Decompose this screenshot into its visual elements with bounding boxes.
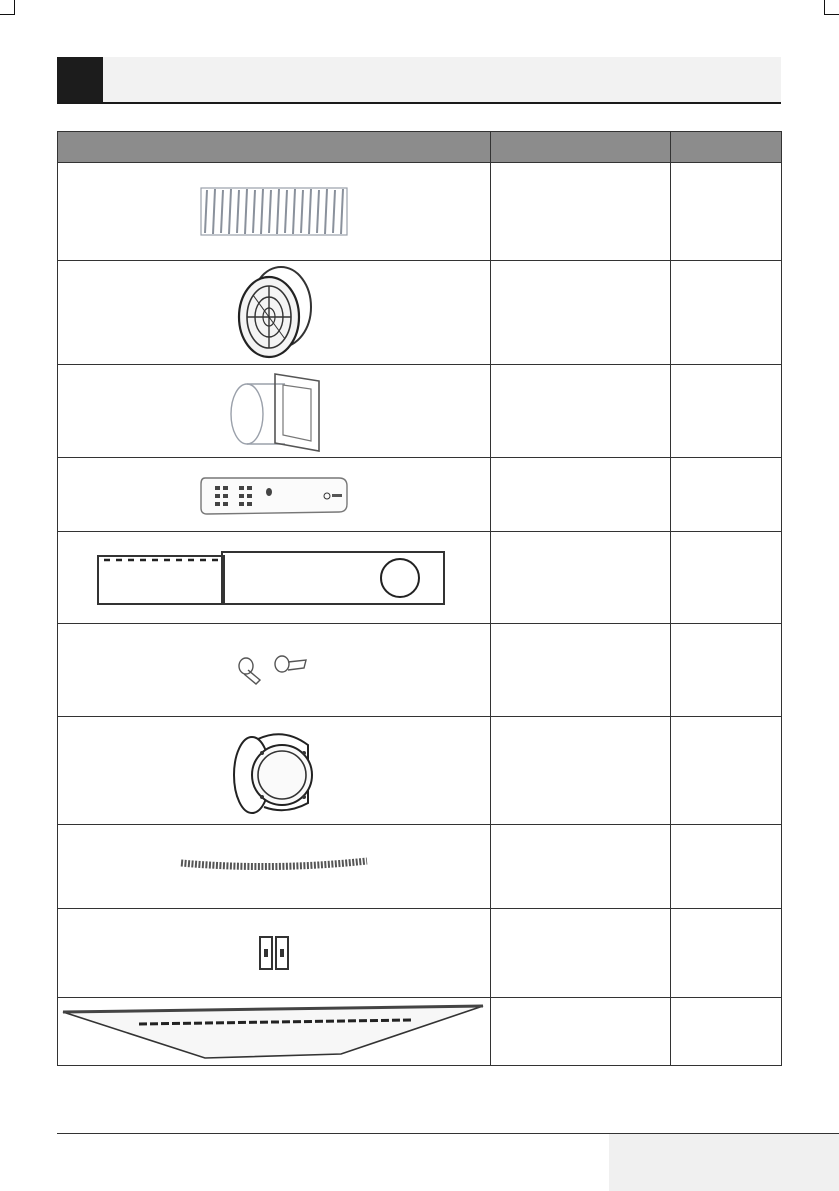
- sliding-window-panel-icon: [58, 1002, 490, 1062]
- table-row: [58, 998, 782, 1066]
- row-quantity: [491, 998, 671, 1066]
- section-number-block: [57, 57, 103, 102]
- foam-seal-strip-icon: [58, 857, 490, 877]
- batteries-icon: [58, 933, 490, 973]
- window-adapter-nozzle-icon: [58, 369, 490, 454]
- row-quantity: [491, 532, 671, 624]
- row-part: [671, 909, 782, 998]
- part-image-cell: [58, 717, 491, 825]
- table-row: [58, 458, 782, 532]
- table-row: [58, 532, 782, 624]
- row-quantity: [491, 261, 671, 365]
- section-header: [57, 57, 781, 104]
- row-part: [671, 163, 782, 261]
- header-part: [671, 132, 782, 163]
- part-image-cell: [58, 825, 491, 909]
- window-slider-kit-icon: [58, 548, 490, 608]
- row-part: [671, 717, 782, 825]
- row-quantity: [491, 825, 671, 909]
- row-quantity: [491, 909, 671, 998]
- footer-page-box: [609, 1134, 839, 1191]
- table-header-row: [58, 132, 782, 163]
- table-row: [58, 717, 782, 825]
- table-row: [58, 365, 782, 458]
- header-description: [58, 132, 491, 163]
- hose-adapter-grille-icon: [58, 265, 490, 360]
- table-row: [58, 825, 782, 909]
- row-part: [671, 998, 782, 1066]
- row-quantity: [491, 717, 671, 825]
- table-row: [58, 624, 782, 717]
- part-image-cell: [58, 261, 491, 365]
- row-part: [671, 458, 782, 532]
- row-part: [671, 825, 782, 909]
- crop-mark-left: [0, 0, 15, 15]
- part-image-cell: [58, 458, 491, 532]
- part-image-cell: [58, 532, 491, 624]
- crop-mark-right: [824, 0, 839, 15]
- table-row: [58, 261, 782, 365]
- exhaust-hose-icon: [58, 184, 490, 239]
- row-part: [671, 261, 782, 365]
- part-image-cell: [58, 998, 491, 1066]
- table-row: [58, 163, 782, 261]
- header-quantity: [491, 132, 671, 163]
- window-seal-plate-icon: [58, 723, 490, 819]
- row-quantity: [491, 365, 671, 458]
- row-part: [671, 624, 782, 717]
- part-image-cell: [58, 624, 491, 717]
- screws-icon: [58, 650, 490, 690]
- remote-control-icon: [58, 472, 490, 518]
- table-row: [58, 909, 782, 998]
- row-quantity: [491, 163, 671, 261]
- row-part: [671, 532, 782, 624]
- row-quantity: [491, 458, 671, 532]
- part-image-cell: [58, 365, 491, 458]
- part-image-cell: [58, 909, 491, 998]
- row-part: [671, 365, 782, 458]
- row-quantity: [491, 624, 671, 717]
- accessories-table: [57, 131, 782, 1066]
- part-image-cell: [58, 163, 491, 261]
